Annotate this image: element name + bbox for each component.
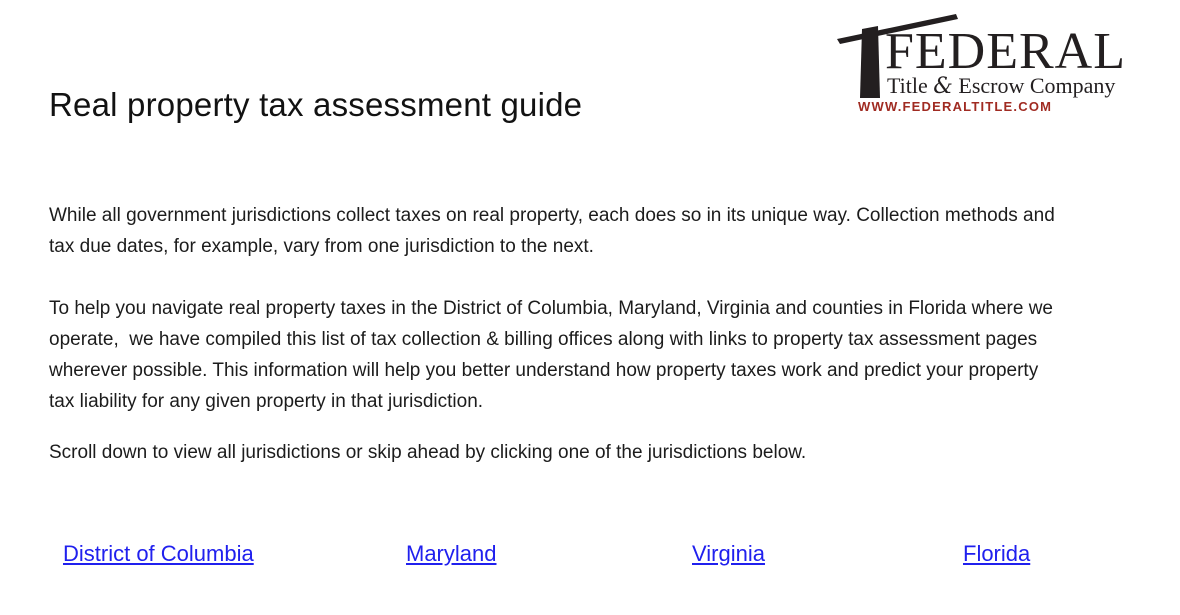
paragraph-scroll-hint	[49, 437, 1149, 468]
text-line: To help you navigate real property taxes in the District of Columbia, Maryland, Virginia and counties in Florida where we	[49, 298, 1053, 319]
paragraph-intro	[49, 200, 1149, 262]
company-logo	[835, 8, 1135, 120]
logo-tagline-rest: Escrow Company	[958, 73, 1116, 98]
text-line: operate, we have compiled this list of tax collection & billing offices along with links to property tax assessment pages	[49, 329, 1038, 350]
text-line: wherever possible. This information will help you better understand how property taxes work and predict your property	[49, 360, 1039, 381]
body-text	[49, 200, 1149, 468]
page-title: Real property tax assessment guide	[49, 86, 583, 123]
logo-website-url: WWW.FEDERALTITLE.COM	[858, 99, 1053, 114]
link-maryland[interactable]: Maryland	[406, 541, 497, 566]
link-virginia[interactable]: Virginia	[692, 541, 765, 566]
logo-tagline-title: Title	[887, 73, 928, 98]
logo-tagline	[887, 74, 1115, 99]
text-line: While all government jurisdictions collect taxes on real property, each does so in its unique way. Collection methods and	[49, 205, 1055, 226]
logo-tagline-ampersand: &	[933, 74, 953, 99]
text-line: Scroll down to view all jurisdictions or skip ahead by clicking one of the jurisdictions below.	[49, 442, 807, 463]
link-florida[interactable]: Florida	[963, 541, 1031, 566]
jurisdiction-links	[0, 539, 1180, 573]
link-district-of-columbia[interactable]: District of Columbia	[63, 541, 254, 566]
paragraph-navigate	[49, 293, 1149, 417]
text-line: tax due dates, for example, vary from one jurisdiction to the next.	[49, 236, 594, 257]
logo-company-name: FEDERAL	[885, 23, 1126, 80]
text-line: tax liability for any given property in that jurisdiction.	[49, 391, 484, 412]
